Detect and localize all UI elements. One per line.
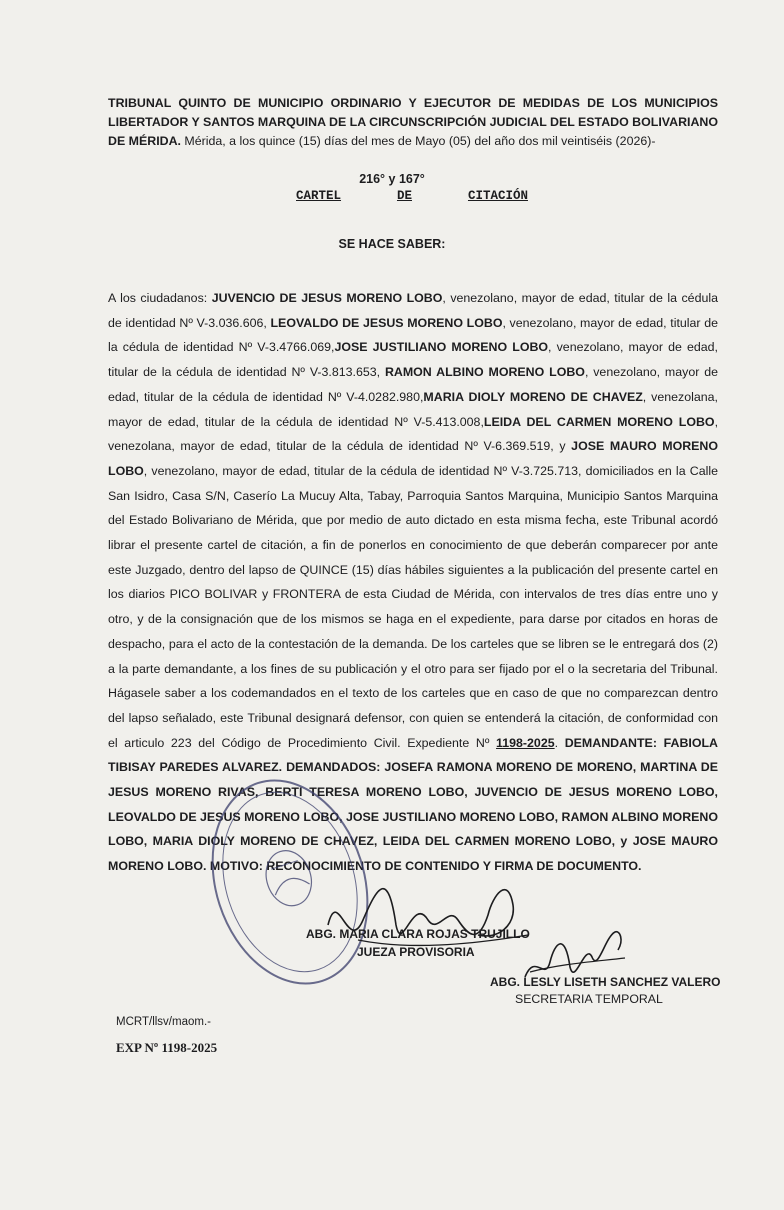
body-text-6: , venezolana, mayor de edad, titular de la cédula de identidad Nº V-5.413.008, — [108, 389, 718, 429]
title-word-1: CARTEL — [296, 189, 342, 203]
year-references: 216° y 167° — [359, 172, 425, 186]
document-subtitle: SE HACE SABER: — [338, 237, 446, 251]
body-text-4: , venezolano, mayor de edad, titular de la cédula de identidad Nº V-3.813.653, — [108, 340, 718, 380]
parties-and-motive: DEMANDANTE: FABIOLA TIBISAY PAREDES ALVAREZ. DEMANDADOS: JOSEFA RAMONA MORENO DE MORENO, MARTINA DE JESUS MORENO RIVAS, BERTI TERESA MORENO LOBO, JUVENCIO DE JESUS MORENO LOBO, LEOVALDO DE JESUS MORENO LOBO, JOSE JUSTILIANO MORENO LOBO, RAMON ALBINO MORENO LOBO, MARIA DIOLY MORENO DE CHAVEZ, LEIDA DEL CARMEN MORENO LOBO, y JOSE MAURO MORENO LOBO. MOTIVO: RECONOCIMIENTO DE CONTENIDO Y FIRMA DE DOCUMENTO. — [108, 735, 718, 874]
citizen-name-3: JOSE JUSTILIANO MORENO LOBO — [334, 340, 549, 355]
body-text-1: A los ciudadanos: — [108, 291, 212, 305]
citation-body — [108, 286, 718, 879]
body-text-2: , venezolano, mayor de edad, titular de la cédula de identidad Nº V-3.036.606, — [108, 291, 718, 330]
title-word-2: DE — [396, 189, 412, 203]
document-title — [296, 189, 528, 203]
citizen-name-5: MARIA DIOLY MORENO DE CHAVEZ — [423, 389, 643, 404]
court-name: TRIBUNAL QUINTO DE MUNICIPIO ORDINARIO Y EJECUTOR DE MEDIDAS DE LOS MUNICIPIOS LIBERTADOR Y SANTOS MARQUINA DE LA CIRCUNSCRIPCIÓN JUDICIAL DEL ESTADO BOLIVARIANO DE MÉRIDA. — [108, 96, 718, 148]
expediente-number: 1198-2025 — [496, 735, 555, 750]
court-header — [108, 94, 718, 151]
citizen-name-4: RAMON ALBINO MORENO LOBO — [384, 365, 585, 380]
citizen-name-7: JOSE MAURO MORENO LOBO — [108, 439, 719, 478]
body-text-9: . — [554, 735, 565, 750]
secretary-role: SECRETARIA TEMPORAL — [515, 992, 663, 1006]
citizen-name-2: LEOVALDO DE JESUS MORENO LOBO — [270, 315, 503, 330]
citizen-name-6: LEIDA DEL CARMEN MORENO LOBO — [483, 414, 715, 429]
judge-role: JUEZA PROVISORIA — [357, 945, 475, 959]
author-initials: MCRT/llsv/maom.- — [116, 1016, 211, 1028]
body-text-8: , venezolano, mayor de edad, titular de la cédula de identidad Nº V-3.725.713, domiciliados en la Calle San Isidro, Casa S/N, Caserío La Mucuy Alta, Tabay, Parroquia Santos Marquina, Municipio Santos Marquina del Estado Bolivariano de Mérida, que por medio de auto dictado en esta misma fecha, este Tribunal acordó librar el presente cartel de citación, a fin de ponerlos en conocimiento de que deberán comparecer por ante este Juzgado, dentro del lapso de QUINCE (15) días hábiles siguientes a la publicación del presente cartel en los diarios PICO BOLIVAR y FRONTERA de esta Ciudad de Mérida, con intervalos de tres días entre uno y otro, y de la consignación que de los mismos se haga en el expediente, para darse por citados en horas de despacho, para el acto de la contestación de la demanda. De los carteles que se libren se le entregará dos (2) a la parte demandante, a los fines de su publicación y el otro para ser fijado por el o la secretaria del Tribunal. Hágasele saber a los codemandados en el texto de los carteles que en caso de que no comparezcan dentro del lapso señalado, este Tribunal designará defensor, con quien se entenderá la citación, de conformidad con el articulo 223 del Código de Procedimiento Civil. Expediente Nº — [108, 463, 718, 750]
body-text-3: , venezolano, mayor de edad, titular de la cédula de identidad Nº V-3.4766.069, — [108, 315, 718, 355]
header-date: Mérida, a los quince (15) días del mes de Mayo (05) del año dos mil veintiséis (2026)- — [180, 134, 656, 148]
citizen-name-1: JUVENCIO DE JESUS MORENO LOBO — [211, 291, 443, 305]
body-text-5: , venezolano, mayor de edad, titular de la cédula de identidad Nº V-4.0282.980, — [108, 365, 718, 404]
judge-name: ABG. MARIA CLARA ROJAS TRUJILLO — [306, 927, 530, 941]
title-word-3: CITACIÓN — [467, 189, 528, 203]
expediente-footer: EXP Nº 1198-2025 — [116, 1040, 218, 1055]
secretary-name: ABG. LESLY LISETH SANCHEZ VALERO — [490, 975, 721, 989]
body-text-7: , venezolana, mayor de edad, titular de la cédula de identidad Nº V-6.369.519, y — [108, 414, 719, 454]
